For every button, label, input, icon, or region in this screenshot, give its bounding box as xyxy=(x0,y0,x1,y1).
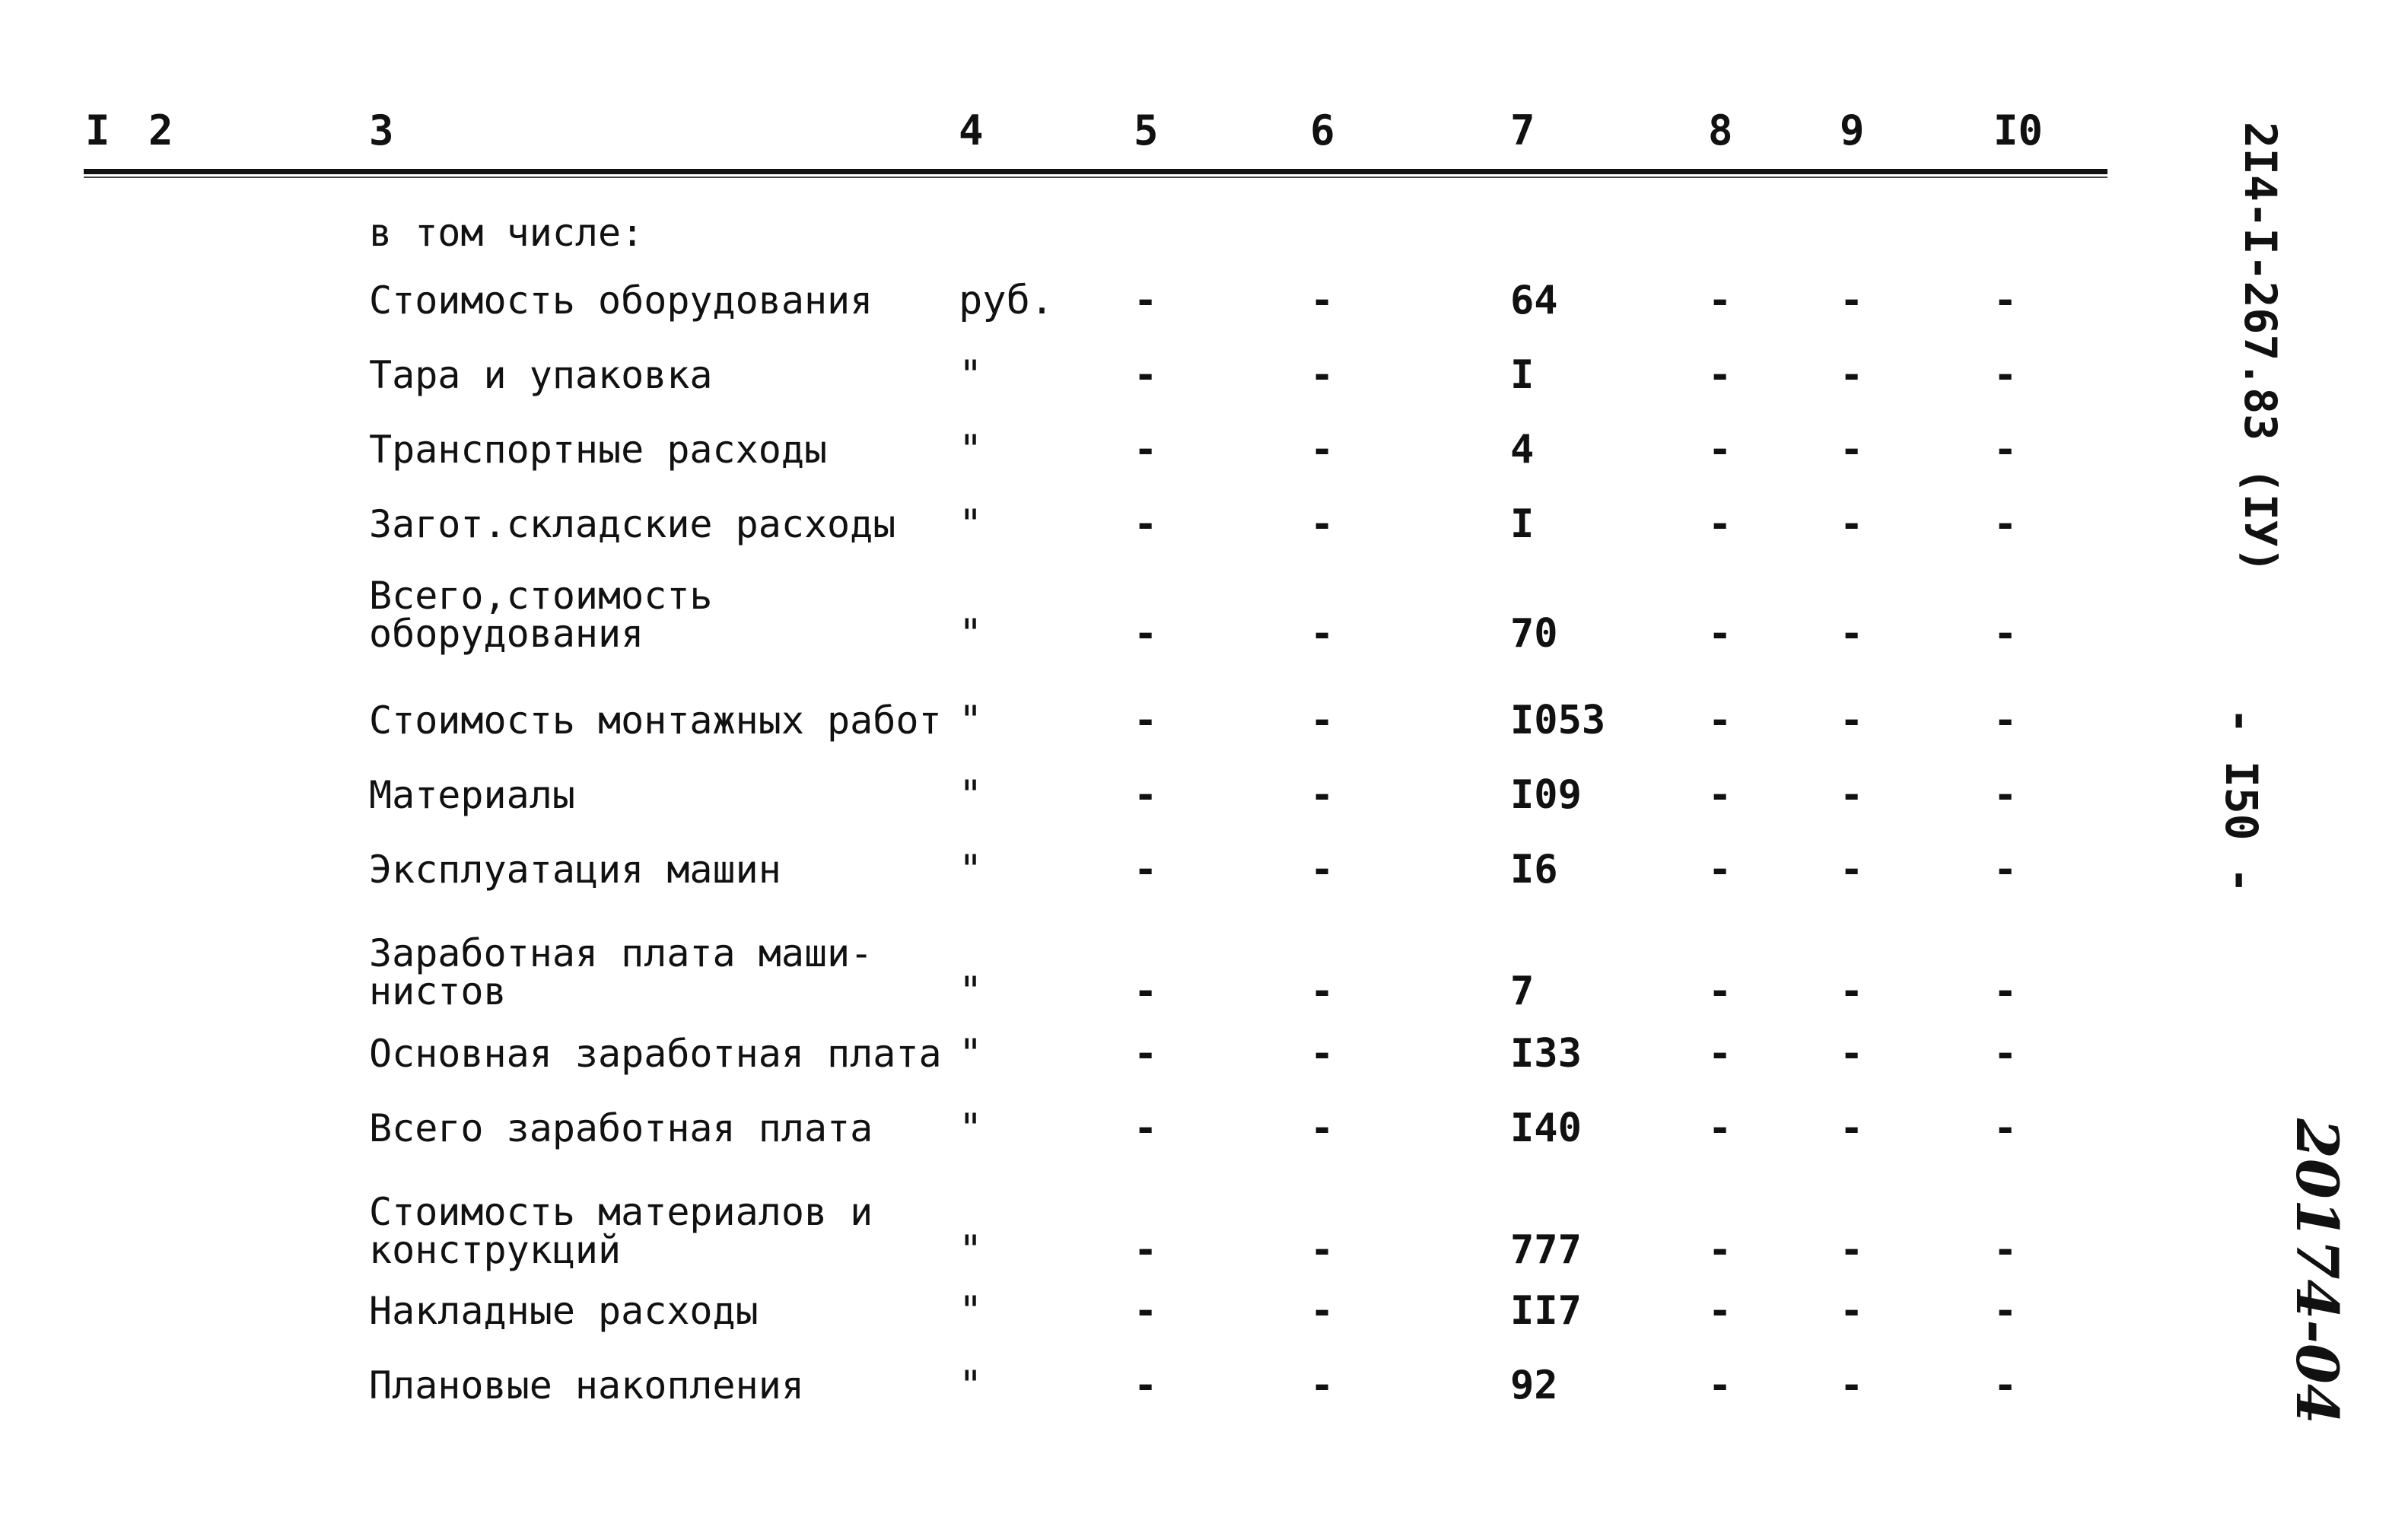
cell-col10: - xyxy=(1993,1227,2018,1273)
cell-col10: - xyxy=(1993,772,2018,818)
cell-col6: - xyxy=(1310,501,1334,547)
cell-col8: - xyxy=(1708,969,1732,1014)
row-label: Накладные расходы xyxy=(369,1289,759,1333)
row-label: Загот.складские расходы xyxy=(369,502,896,546)
cell-col9: - xyxy=(1840,1105,1864,1151)
cell-col7: 92 xyxy=(1510,1363,1558,1408)
row-label: Материалы xyxy=(369,773,575,817)
cell-col5: - xyxy=(1134,501,1158,547)
column-header-8: 8 xyxy=(1708,107,1733,154)
row-label: Основная заработная плата xyxy=(369,1032,942,1076)
cell-col5: - xyxy=(1134,1288,1158,1334)
cell-col9: - xyxy=(1840,847,1864,892)
cell-col6: - xyxy=(1310,427,1334,472)
cell-col8: - xyxy=(1708,1363,1732,1408)
column-header-2: 2 xyxy=(148,107,173,154)
cell-col5: - xyxy=(1134,352,1158,398)
header-rule-thin xyxy=(84,177,2107,178)
row-label: Эксплуатация машин xyxy=(369,848,781,892)
cell-col9: - xyxy=(1840,698,1864,743)
header-rule xyxy=(84,169,2107,174)
cell-unit: " xyxy=(959,352,983,398)
cell-unit: руб. xyxy=(959,278,1054,323)
cell-col7: I xyxy=(1510,352,1535,398)
cell-col8: - xyxy=(1708,772,1732,818)
cell-col8: - xyxy=(1708,427,1732,472)
cell-col5: - xyxy=(1134,969,1158,1014)
cell-col8: - xyxy=(1708,278,1732,323)
cell-col7: I6 xyxy=(1510,847,1558,892)
cell-col8: - xyxy=(1708,698,1732,743)
column-header-10: I0 xyxy=(1993,107,2044,154)
cell-col9: - xyxy=(1840,278,1864,323)
cell-col6: - xyxy=(1310,847,1334,892)
column-header-3: 3 xyxy=(369,107,394,154)
row-label: Всего,стоимость оборудования xyxy=(369,574,713,656)
cell-col9: - xyxy=(1840,1227,1864,1273)
row-label: Заработная плата маши- нистов xyxy=(369,931,873,1013)
cell-unit: " xyxy=(959,1031,983,1077)
subheading: в том числе: xyxy=(369,211,644,255)
cell-col10: - xyxy=(1993,427,2018,472)
cell-col9: - xyxy=(1840,969,1864,1014)
cell-col7: I053 xyxy=(1510,698,1606,743)
cell-col10: - xyxy=(1993,1363,2018,1408)
cell-unit: " xyxy=(959,847,983,892)
cell-col9: - xyxy=(1840,611,1864,657)
cell-col9: - xyxy=(1840,1288,1864,1334)
column-header-7: 7 xyxy=(1510,107,1535,154)
cell-col9: - xyxy=(1840,352,1864,398)
cell-col6: - xyxy=(1310,611,1334,657)
cell-col7: 64 xyxy=(1510,278,1558,323)
row-label: Стоимость оборудования xyxy=(369,278,873,323)
cell-col5: - xyxy=(1134,698,1158,743)
cell-unit: " xyxy=(959,1288,983,1334)
cell-col5: - xyxy=(1134,1031,1158,1077)
cell-col10: - xyxy=(1993,698,2018,743)
cell-col9: - xyxy=(1840,501,1864,547)
cell-col6: - xyxy=(1310,1227,1334,1273)
cell-col5: - xyxy=(1134,1363,1158,1408)
cell-col10: - xyxy=(1993,611,2018,657)
cell-unit: " xyxy=(959,1105,983,1151)
cell-col6: - xyxy=(1310,1363,1334,1408)
cell-col7: 777 xyxy=(1510,1227,1582,1273)
cell-col7: II7 xyxy=(1510,1288,1582,1334)
cell-col6: - xyxy=(1310,772,1334,818)
row-label: Стоимость материалов и конструкций xyxy=(369,1190,873,1272)
cell-col5: - xyxy=(1134,1105,1158,1151)
page-number: - I50 - xyxy=(2216,708,2267,894)
cell-col6: - xyxy=(1310,352,1334,398)
cell-col6: - xyxy=(1310,698,1334,743)
column-header-6: 6 xyxy=(1310,107,1335,154)
cell-col9: - xyxy=(1840,1363,1864,1408)
column-header-1: I xyxy=(85,107,110,154)
cell-col10: - xyxy=(1993,1105,2018,1151)
cell-col10: - xyxy=(1993,352,2018,398)
cell-col10: - xyxy=(1993,501,2018,547)
cell-col6: - xyxy=(1310,1288,1334,1334)
cell-col7: I33 xyxy=(1510,1031,1582,1077)
cell-unit: " xyxy=(959,1227,983,1273)
cell-col5: - xyxy=(1134,427,1158,472)
column-header-5: 5 xyxy=(1134,107,1159,154)
cell-col7: I09 xyxy=(1510,772,1582,818)
row-label: Тара и упаковка xyxy=(369,353,713,397)
cell-unit: " xyxy=(959,611,983,657)
cell-col10: - xyxy=(1993,1031,2018,1077)
cell-col8: - xyxy=(1708,1031,1732,1077)
cell-col8: - xyxy=(1708,1105,1732,1151)
cell-col5: - xyxy=(1134,278,1158,323)
cell-col6: - xyxy=(1310,969,1334,1014)
cell-unit: " xyxy=(959,501,983,547)
document-code: 2I4-I-267.83 (IУ) xyxy=(2235,122,2286,574)
cell-unit: " xyxy=(959,698,983,743)
cell-col7: I40 xyxy=(1510,1105,1582,1151)
cell-col8: - xyxy=(1708,611,1732,657)
cell-col7: 7 xyxy=(1510,969,1535,1014)
cell-unit: " xyxy=(959,427,983,472)
cell-col9: - xyxy=(1840,427,1864,472)
cell-col5: - xyxy=(1134,1227,1158,1273)
row-label: Всего заработная плата xyxy=(369,1106,873,1150)
row-label: Транспортные расходы xyxy=(369,428,828,472)
cell-col10: - xyxy=(1993,969,2018,1014)
column-header-4: 4 xyxy=(959,107,984,154)
cell-col6: - xyxy=(1310,1031,1334,1077)
cell-col10: - xyxy=(1993,278,2018,323)
cell-col8: - xyxy=(1708,352,1732,398)
cell-col10: - xyxy=(1993,1288,2018,1334)
cell-col5: - xyxy=(1134,772,1158,818)
cell-col8: - xyxy=(1708,1288,1732,1334)
cell-col10: - xyxy=(1993,847,2018,892)
cell-col8: - xyxy=(1708,847,1732,892)
cell-col9: - xyxy=(1840,1031,1864,1077)
column-header-9: 9 xyxy=(1840,107,1865,154)
cell-col9: - xyxy=(1840,772,1864,818)
row-label: Стоимость монтажных работ xyxy=(369,698,942,743)
cell-col5: - xyxy=(1134,847,1158,892)
cell-col7: I xyxy=(1510,501,1535,547)
cell-col6: - xyxy=(1310,278,1334,323)
cell-unit: " xyxy=(959,1363,983,1408)
cell-col6: - xyxy=(1310,1105,1334,1151)
cell-unit: " xyxy=(959,969,983,1014)
cell-unit: " xyxy=(959,772,983,818)
cell-col8: - xyxy=(1708,501,1732,547)
cell-col8: - xyxy=(1708,1227,1732,1273)
cell-col7: 4 xyxy=(1510,427,1535,472)
cell-col5: - xyxy=(1134,611,1158,657)
handwritten-stamp: 20174-04 xyxy=(2283,1118,2351,1424)
cell-col7: 70 xyxy=(1510,611,1558,657)
row-label: Плановые накопления xyxy=(369,1363,804,1408)
